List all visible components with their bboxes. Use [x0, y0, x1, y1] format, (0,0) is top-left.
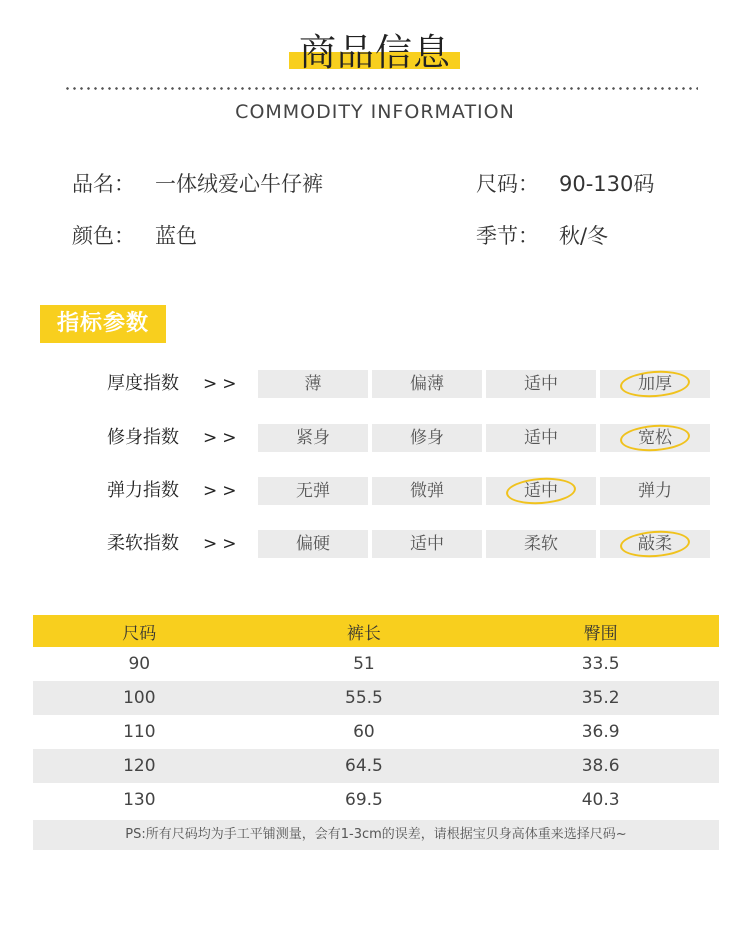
indicator-row [107, 477, 717, 505]
table-row [33, 715, 719, 749]
name-value: 一体绒爱心牛仔裤 [155, 172, 323, 196]
cell-hip: 38.6 [482, 749, 719, 783]
page-title: 商品信息 [299, 31, 451, 74]
indicator-option-selected [600, 530, 710, 558]
indicator-option [372, 477, 482, 505]
table-row [33, 647, 719, 681]
indicators-badge: 指标参数 [40, 305, 166, 343]
header-length: 裤长 [246, 615, 483, 647]
indicator-option-label: 宽松 [638, 428, 672, 448]
cell-size: 100 [33, 681, 246, 715]
indicator-option-label: 无弹 [296, 481, 330, 501]
indicator-row [107, 530, 717, 558]
indicator-arrow: >> [203, 481, 242, 501]
dotted-divider [64, 87, 698, 90]
info-season [476, 220, 608, 250]
indicator-option [372, 530, 482, 558]
indicator-option-label: 适中 [524, 374, 558, 394]
indicator-option [486, 530, 596, 558]
size-table-header [33, 615, 719, 647]
table-row [33, 681, 719, 715]
info-name [72, 168, 323, 198]
header-size: 尺码 [33, 615, 246, 647]
size-label: 尺码： [476, 172, 539, 196]
cell-length: 64.5 [246, 749, 483, 783]
size-table [33, 615, 719, 817]
cell-hip: 35.2 [482, 681, 719, 715]
indicator-option-selected [600, 370, 710, 398]
page-subtitle: COMMODITY INFORMATION [235, 101, 515, 123]
name-label: 品名： [72, 172, 135, 196]
indicator-option-label: 薄 [304, 374, 322, 394]
indicator-option [600, 477, 710, 505]
indicator-option [372, 424, 482, 452]
cell-size: 90 [128, 654, 151, 674]
indicator-option-label: 适中 [524, 428, 558, 448]
indicator-option [258, 477, 368, 505]
indicator-option-label: 适中 [410, 534, 444, 554]
cell-hip: 40.3 [581, 790, 620, 810]
header [0, 0, 750, 140]
cell-size: 130 [123, 790, 156, 810]
indicator-arrow: >> [203, 534, 242, 554]
size-value: 90-130码 [559, 172, 655, 196]
table-row [33, 783, 719, 817]
indicator-arrow: >> [203, 428, 242, 448]
header-hip: 臀围 [482, 615, 719, 647]
season-label: 季节： [476, 224, 539, 248]
indicator-option-label: 弹力 [638, 481, 672, 501]
indicator-label: 修身指数 [107, 427, 179, 448]
indicator-row [107, 370, 717, 398]
indicator-option [258, 424, 368, 452]
cell-length: 51 [353, 654, 375, 674]
indicator-row [107, 424, 717, 452]
indicator-option [372, 370, 482, 398]
indicator-arrow: >> [203, 374, 242, 394]
indicator-option-label: 紧身 [296, 428, 330, 448]
cell-length: 60 [353, 722, 375, 742]
indicator-option-label: 修身 [410, 428, 444, 448]
indicator-option-selected [600, 424, 710, 452]
indicator-option-label: 偏薄 [410, 374, 444, 394]
indicator-label: 柔软指数 [107, 533, 179, 554]
indicator-option-label: 加厚 [638, 374, 672, 394]
indicator-option-label: 柔软 [524, 534, 558, 554]
indicator-option-label: 敲柔 [638, 534, 672, 554]
cell-size: 120 [33, 749, 246, 783]
indicator-option [486, 424, 596, 452]
cell-size: 110 [123, 722, 156, 742]
indicator-option [258, 530, 368, 558]
indicator-option [258, 370, 368, 398]
indicator-option [486, 370, 596, 398]
indicator-option-selected [486, 477, 596, 505]
cell-length: 55.5 [246, 681, 483, 715]
cell-hip: 36.9 [581, 722, 620, 742]
indicator-option-label: 偏硬 [296, 534, 330, 554]
indicator-label: 弹力指数 [107, 480, 179, 501]
info-color [72, 220, 197, 250]
indicator-option-label: 微弹 [410, 481, 444, 501]
info-size [476, 168, 654, 198]
indicator-label: 厚度指数 [107, 373, 179, 394]
season-value: 秋/冬 [559, 224, 609, 248]
color-value: 蓝色 [155, 224, 197, 248]
cell-hip: 33.5 [581, 654, 620, 674]
table-row [33, 749, 719, 783]
color-label: 颜色： [72, 224, 135, 248]
indicator-option-label: 适中 [524, 481, 558, 501]
measurement-note: PS:所有尺码均为手工平铺测量，会有1-3cm的误差，请根据宝贝身高体重来选择尺码~ [33, 820, 719, 850]
cell-length: 69.5 [345, 790, 383, 810]
